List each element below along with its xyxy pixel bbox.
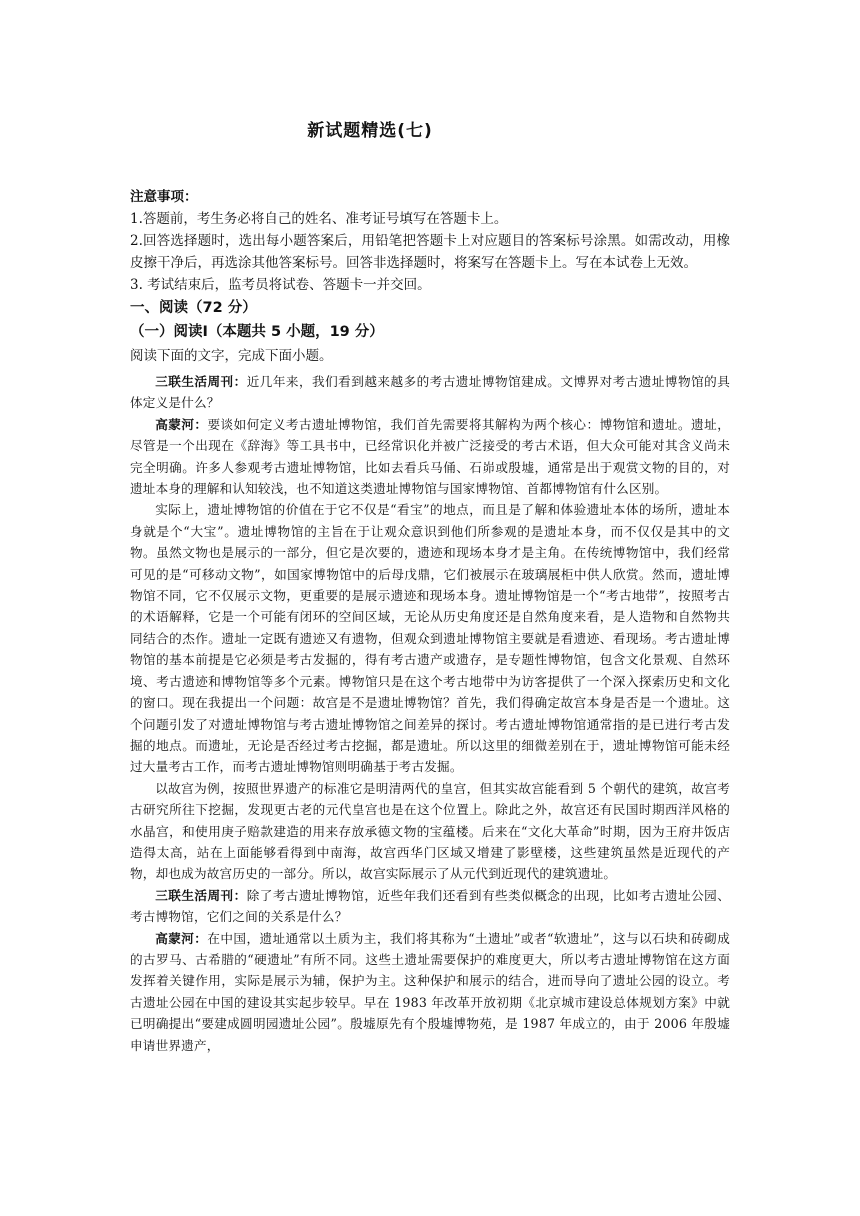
speaker-label: 高蒙河：	[155, 416, 208, 432]
subsection-heading: （一）阅读Ⅰ（本题共 5 小题，19 分）	[130, 324, 384, 340]
paragraph-text: 实际上，遗址博物馆的价值在于它不仅是“看宝”的地点，而且是了解和体验遗址本体的场所，遗址本身就是个“大宝”。遗址博物馆的主旨在于让观众意识到他们所参观的是遗址本身，而不仅仅是其中的文物。虽然文物也是展示的一部分，但它是次要的，遗迹和现场本身才是主角。在传统博物馆中，我们经常可见的是“可移动文物”，如国家博物馆中的后母戊鼎，它们被展示在玻璃展柜中供人欣赏。然而，遗址博物馆不同，它不仅展示文物，更重要的是展示遗迹和现场本身。遗址博物馆是一个“考古地带”，按照考古的术语解释，它是一个可能有闭环的空间区域，无论从历史角度还是自然角度来看，是人造物和自然物共同结合的杰作。遗址一定既有遗迹又有遗物，但观众到遗址博物馆主要就是看遗迹、看现场。考古遗址博物馆的基本前提是它必须是考古发掘的，得有考古遗产或遗存，是专题性博物馆，包含文化景观、自然环境、考古遗迹和博物馆等多个元素。博物馆只是在这个考古地带中为访客提供了一个深入探索历史和文化的窗口。现在我提出一个问题：故宫是不是遗址博物馆？首先，我们得确定故宫本身是否是一个遗址。这个问题引发了对遗址博物馆与考古遗址博物馆之间差异的探讨。考古遗址博物馆通常指的是已进行考古发掘的地点。而遗址，无论是否经过考古挖掘，都是遗址。所以这里的细微差别在于，遗址博物馆可能未经过大量考古工作，而考古遗址博物馆则明确基于考古发掘。	[130, 502, 730, 775]
instruction-text: 阅读下面的文字，完成下面小题。	[130, 348, 333, 364]
page-title: 新试题精选(七)	[307, 121, 433, 141]
speaker-label: 三联生活周刊：	[155, 887, 247, 903]
notice-item: 1.答题前，考生务必将自己的姓名、准考证号填写在答题卡上。	[130, 211, 508, 227]
passage-paragraph	[130, 778, 730, 885]
document-body	[130, 186, 730, 1056]
speaker-label: 三联生活周刊：	[155, 374, 247, 389]
notice-heading: 注意事项：	[130, 189, 198, 205]
passage-paragraph	[130, 499, 730, 777]
passage-paragraph	[130, 414, 730, 500]
paragraph-text: 要谈如何定义考古遗址博物馆，我们首先需要将其解构为两个核心：博物馆和遗址。遗址，尽管是一个出现在《辞海》等工具书中，已经常识化并被广泛接受的考古术语，但大众可能对其含义尚未完全明确。许多人参观考古遗址博物馆，比如去看兵马俑、石峁或殷墟，通常是出于观赏文物的目的，对遗址本身的理解和认知较浅，也不知道这类遗址博物馆与国家博物馆、首都博物馆有什么区别。	[130, 416, 730, 497]
speaker-label: 高蒙河：	[155, 930, 208, 946]
passage-paragraph	[130, 928, 730, 1056]
passage-paragraph	[130, 885, 730, 928]
paragraph-text: 除了考古遗址博物馆，近些年我们还看到有些类似概念的出现，比如考古遗址公园、考古博物馆，它们之间的关系是什么？	[130, 887, 730, 925]
paragraph-text: 近几年来，我们看到越来越多的考古遗址博物馆建成。文博界对考古遗址博物馆的具体定义是什么？	[130, 374, 730, 411]
paragraph-text: 以故宫为例，按照世界遗产的标准它是明清两代的皇宫，但其实故宫能看到 5 个朝代的建筑，故宫考古研究所往下挖掘，发现更古老的元代皇宫也是在这个位置上。除此之外，故宫还有民国时期西洋风格的水晶宫，和使用庚子赔款建造的用来存放承德文物的宝蕴楼。后来在“文化大革命”时期，因为王府井饭店造得太高，站在上面能够看得到中南海，故宫西华门区域又增建了影壁楼，这些建筑虽然是近现代的产物，却也成为故宫历史的一部分。所以，故宫实际展示了从元代到近现代的建筑遗址。	[130, 780, 730, 882]
section-heading: 一、阅读（72 分）	[130, 300, 257, 316]
reading-passage	[130, 371, 730, 1056]
paragraph-text: 在中国，遗址通常以土质为主，我们将其称为“土遗址”或者“软遗址”，这与以石块和砖砌成的古罗马、古希腊的“硬遗址”有所不同。这些土遗址需要保护的难度更大，所以考古遗址博物馆在这方面发挥着关键作用，实际是展示为辅，保护为主。这种保护和展示的结合，进而导向了遗址公园的设立。考古遗址公园在中国的建设其实起步较早。早在 1983 年改革开放初期《北京城市建设总体规划方案》中就已明确提出“要建成圆明园遗址公园”。殷墟原先有个殷墟博物苑，是 1987 年成立的，由于 2006 年殷墟申请世界遗产，	[130, 930, 730, 1053]
notice-item: 3. 考试结束后，监考员将试卷、答题卡一并交回。	[130, 277, 431, 293]
passage-paragraph	[130, 371, 730, 414]
notice-item: 2.回答选择题时，选出每小题答案后，用铅笔把答题卡上对应题目的答案标号涂黑。如需改动，用橡皮擦干净后，再选涂其他答案标号。回答非选择题时，将案写在答题卡上。写在本试卷上无效。	[130, 233, 730, 271]
